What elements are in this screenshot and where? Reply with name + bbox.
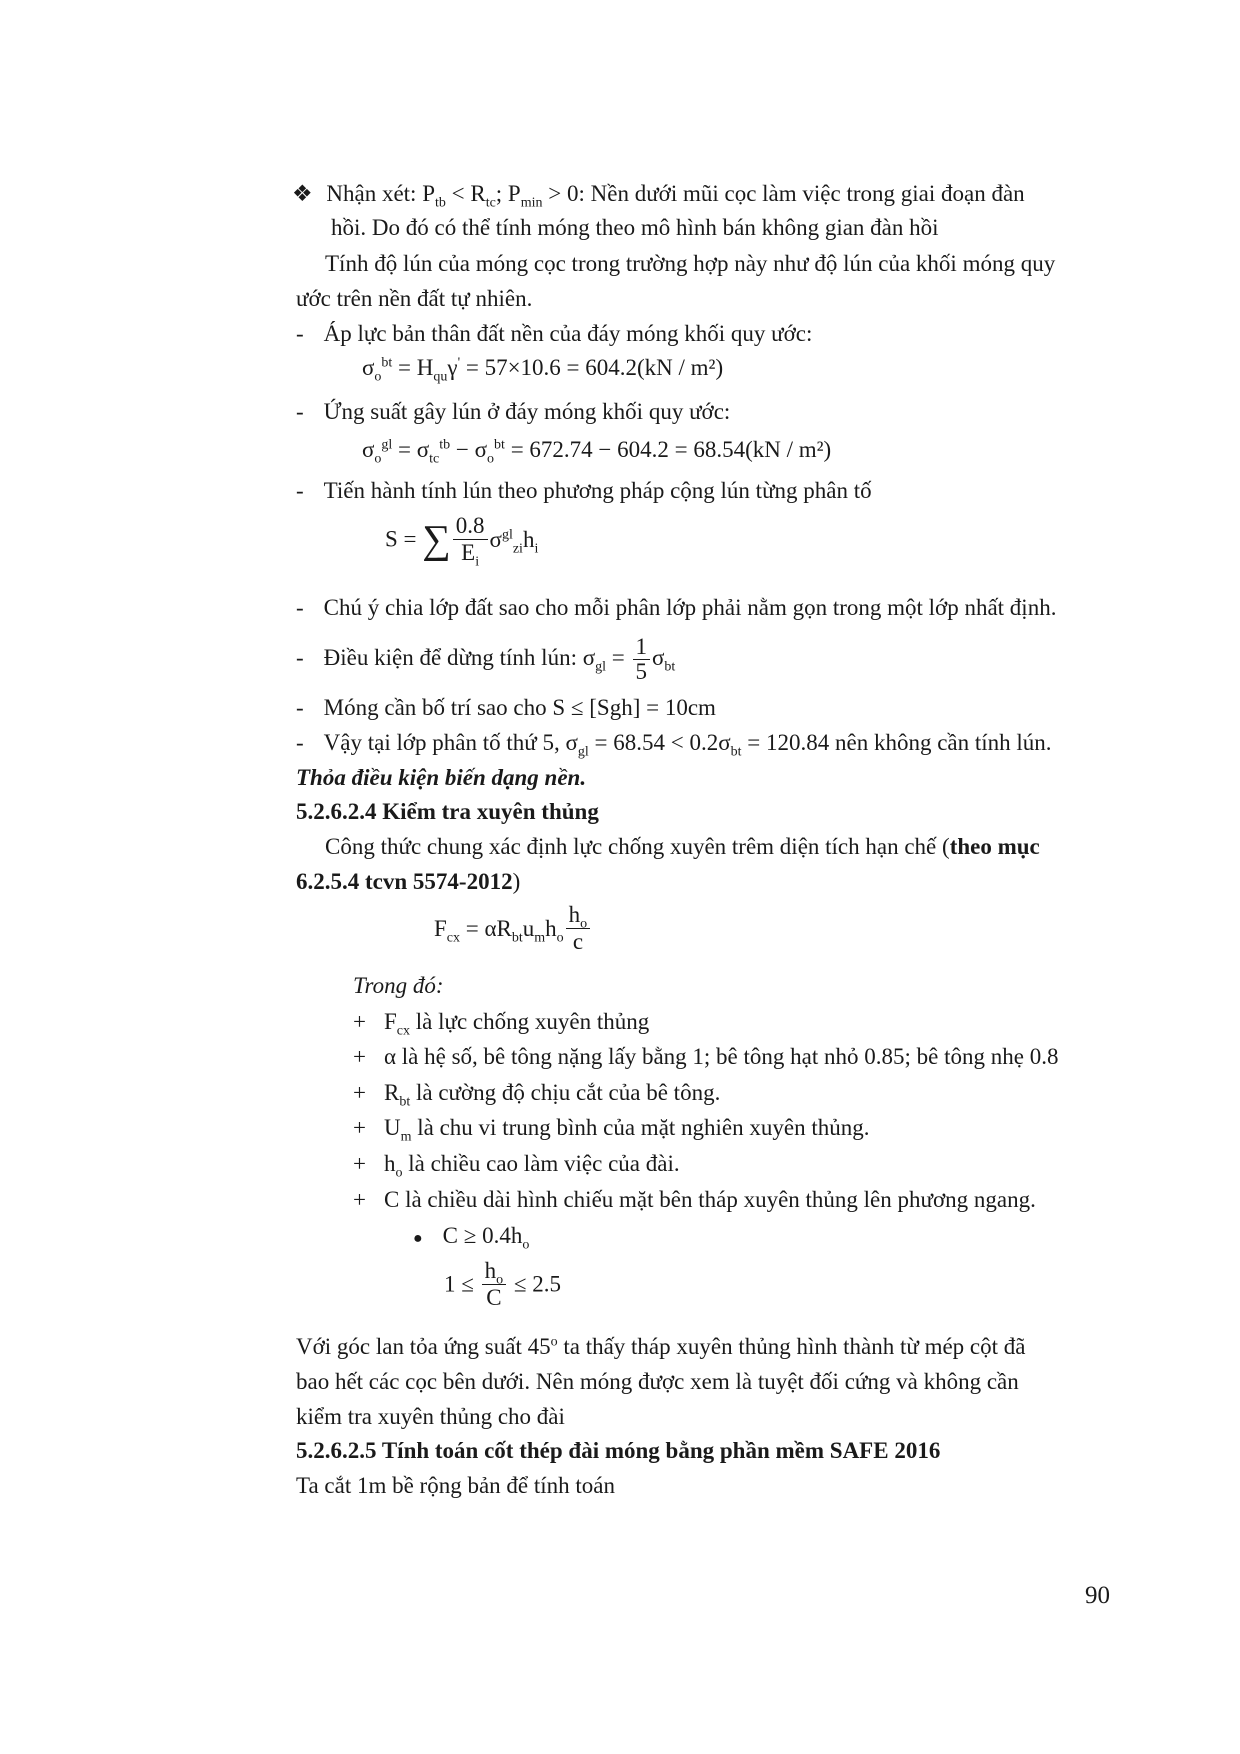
- para-goc-lan-toa-3: kiểm tra xuyên thủng cho đài: [296, 1404, 565, 1429]
- definition-alpha: + α là hệ số, bê tông nặng lấy bằng 1; bê tông hạt nhỏ 0.85; bê tông nhẹ 0.8: [353, 1044, 1059, 1069]
- list-item-ap-luc: - Áp lực bản thân đất nền của đáy móng khối quy ước:: [296, 321, 813, 346]
- list-item-ung-suat: - Ứng suất gây lún ở đáy móng khối quy ước:: [296, 399, 731, 424]
- intro-line-2: hồi. Do đó có thể tính móng theo mô hình bán không gian đàn hồi: [331, 215, 939, 240]
- equation-settlement-sum: S = ∑ $\frac{0.8}{E_i}$ $\sigma^{gl}_{zi}h_i$: [385, 513, 539, 570]
- list-item-chu-y: - Chú ý chia lớp đất sao cho mỗi phân lớp phải nằm gọn trong một lớp nhất định.: [296, 595, 1057, 620]
- bullet-dot-icon: ●: [413, 1230, 423, 1247]
- trong-do-label: Trong đó:: [353, 973, 444, 998]
- equation-sigma-gl: $\sigma_o^{gl} = \sigma_{tc}^{tb} - \sigma_o^{bt} = 672.74 - 604.2 = 68.54(kN / m^2)$: [362, 437, 832, 467]
- xuyen-thung-intro-line-1: Công thức chung xác định lực chống xuyên trêm diện tích hạn chế (theo mục: [325, 834, 1040, 859]
- definition-rbt: + $R_{bt}$ là cường độ chịu cắt của bê tông.: [353, 1080, 721, 1110]
- bullet-condition-c: ● $C \ge 0.4h_o$: [413, 1223, 530, 1253]
- page-number: 90: [1085, 1582, 1110, 1609]
- para-goc-lan-toa-2: bao hết các cọc bên dưới. Nên móng được xem là tuyệt đối cứng và không cần: [296, 1369, 1019, 1394]
- definition-ho: + $h_o$ là chiều cao làm việc của đài.: [353, 1151, 680, 1181]
- diamond-bullet-icon: ❖: [292, 181, 313, 206]
- definition-fcx: + $F_{cx}$ là lực chống xuyên thủng: [353, 1009, 650, 1039]
- safe-intro-line: Ta cắt 1m bề rộng bản để tính toán: [296, 1473, 616, 1498]
- intro-line-1: ❖ Nhận xét: $P_{tb} < R_{tc}$; $P_{min} > 0$: Nền dưới mũi cọc làm việc trong giai đoạn đàn: [292, 181, 1025, 211]
- list-item-dieu-kien: - Điều kiện để dừng tính lún: $\sigma_{gl}$ = $\frac{1}{5}$ $\sigma_{bt}$: [296, 634, 676, 685]
- list-item-vay-tai: - Vậy tại lớp phân tố thứ 5, $\sigma_{gl} = 68.54 < 0.2\sigma_{bt} = 120.84$ nên không cần tính lún.: [296, 730, 1052, 760]
- definition-c: + C là chiều dài hình chiếu mặt bên tháp xuyên thủng lên phương ngang.: [353, 1187, 1036, 1212]
- xuyen-thung-intro-line-2: 6.2.5.4 tcvn 5574-2012): [296, 869, 521, 894]
- intro-para-line-1: Tính độ lún của móng cọc trong trường hợp này như độ lún của khối móng quy: [325, 251, 1056, 276]
- para-goc-lan-toa-1: Với góc lan tỏa ứng suất 45$^o$ ta thấy tháp xuyên thủng hình thành từ mép cột đã: [296, 1334, 1026, 1359]
- intro-para-line-2: ước trên nền đất tự nhiên.: [296, 286, 533, 311]
- equation-fcx: $F_{cx} = \alpha R_{bt}u_mh_o$ $\frac{h_o}{c}$: [434, 902, 592, 955]
- list-item-tien-hanh: - Tiến hành tính lún theo phương pháp cộng lún từng phân tố: [296, 478, 872, 503]
- equation-ho-over-c: 1 ≤ $\frac{h_o}{C}$ ≤ 2.5: [444, 1258, 561, 1310]
- list-item-mong-can: - Móng cần bố trí sao cho S ≤ [Sgh] = 10cm: [296, 695, 716, 720]
- section-heading-xuyen-thung: 5.2.6.2.4 Kiểm tra xuyên thủng: [296, 799, 599, 824]
- section-heading-safe: 5.2.6.2.5 Tính toán cốt thép đài móng bằng phần mềm SAFE 2016: [296, 1438, 941, 1463]
- conclusion-text: Thỏa điều kiện biến dạng nền.: [296, 765, 587, 790]
- definition-um: + $U_m$ là chu vi trung bình của mặt nghiên xuyên thủng.: [353, 1115, 870, 1145]
- equation-sigma-bt: $\sigma_o^{bt} = H_{qu}\gamma' = 57\times 10.6 = 604.2(kN / m^2)$: [362, 355, 724, 385]
